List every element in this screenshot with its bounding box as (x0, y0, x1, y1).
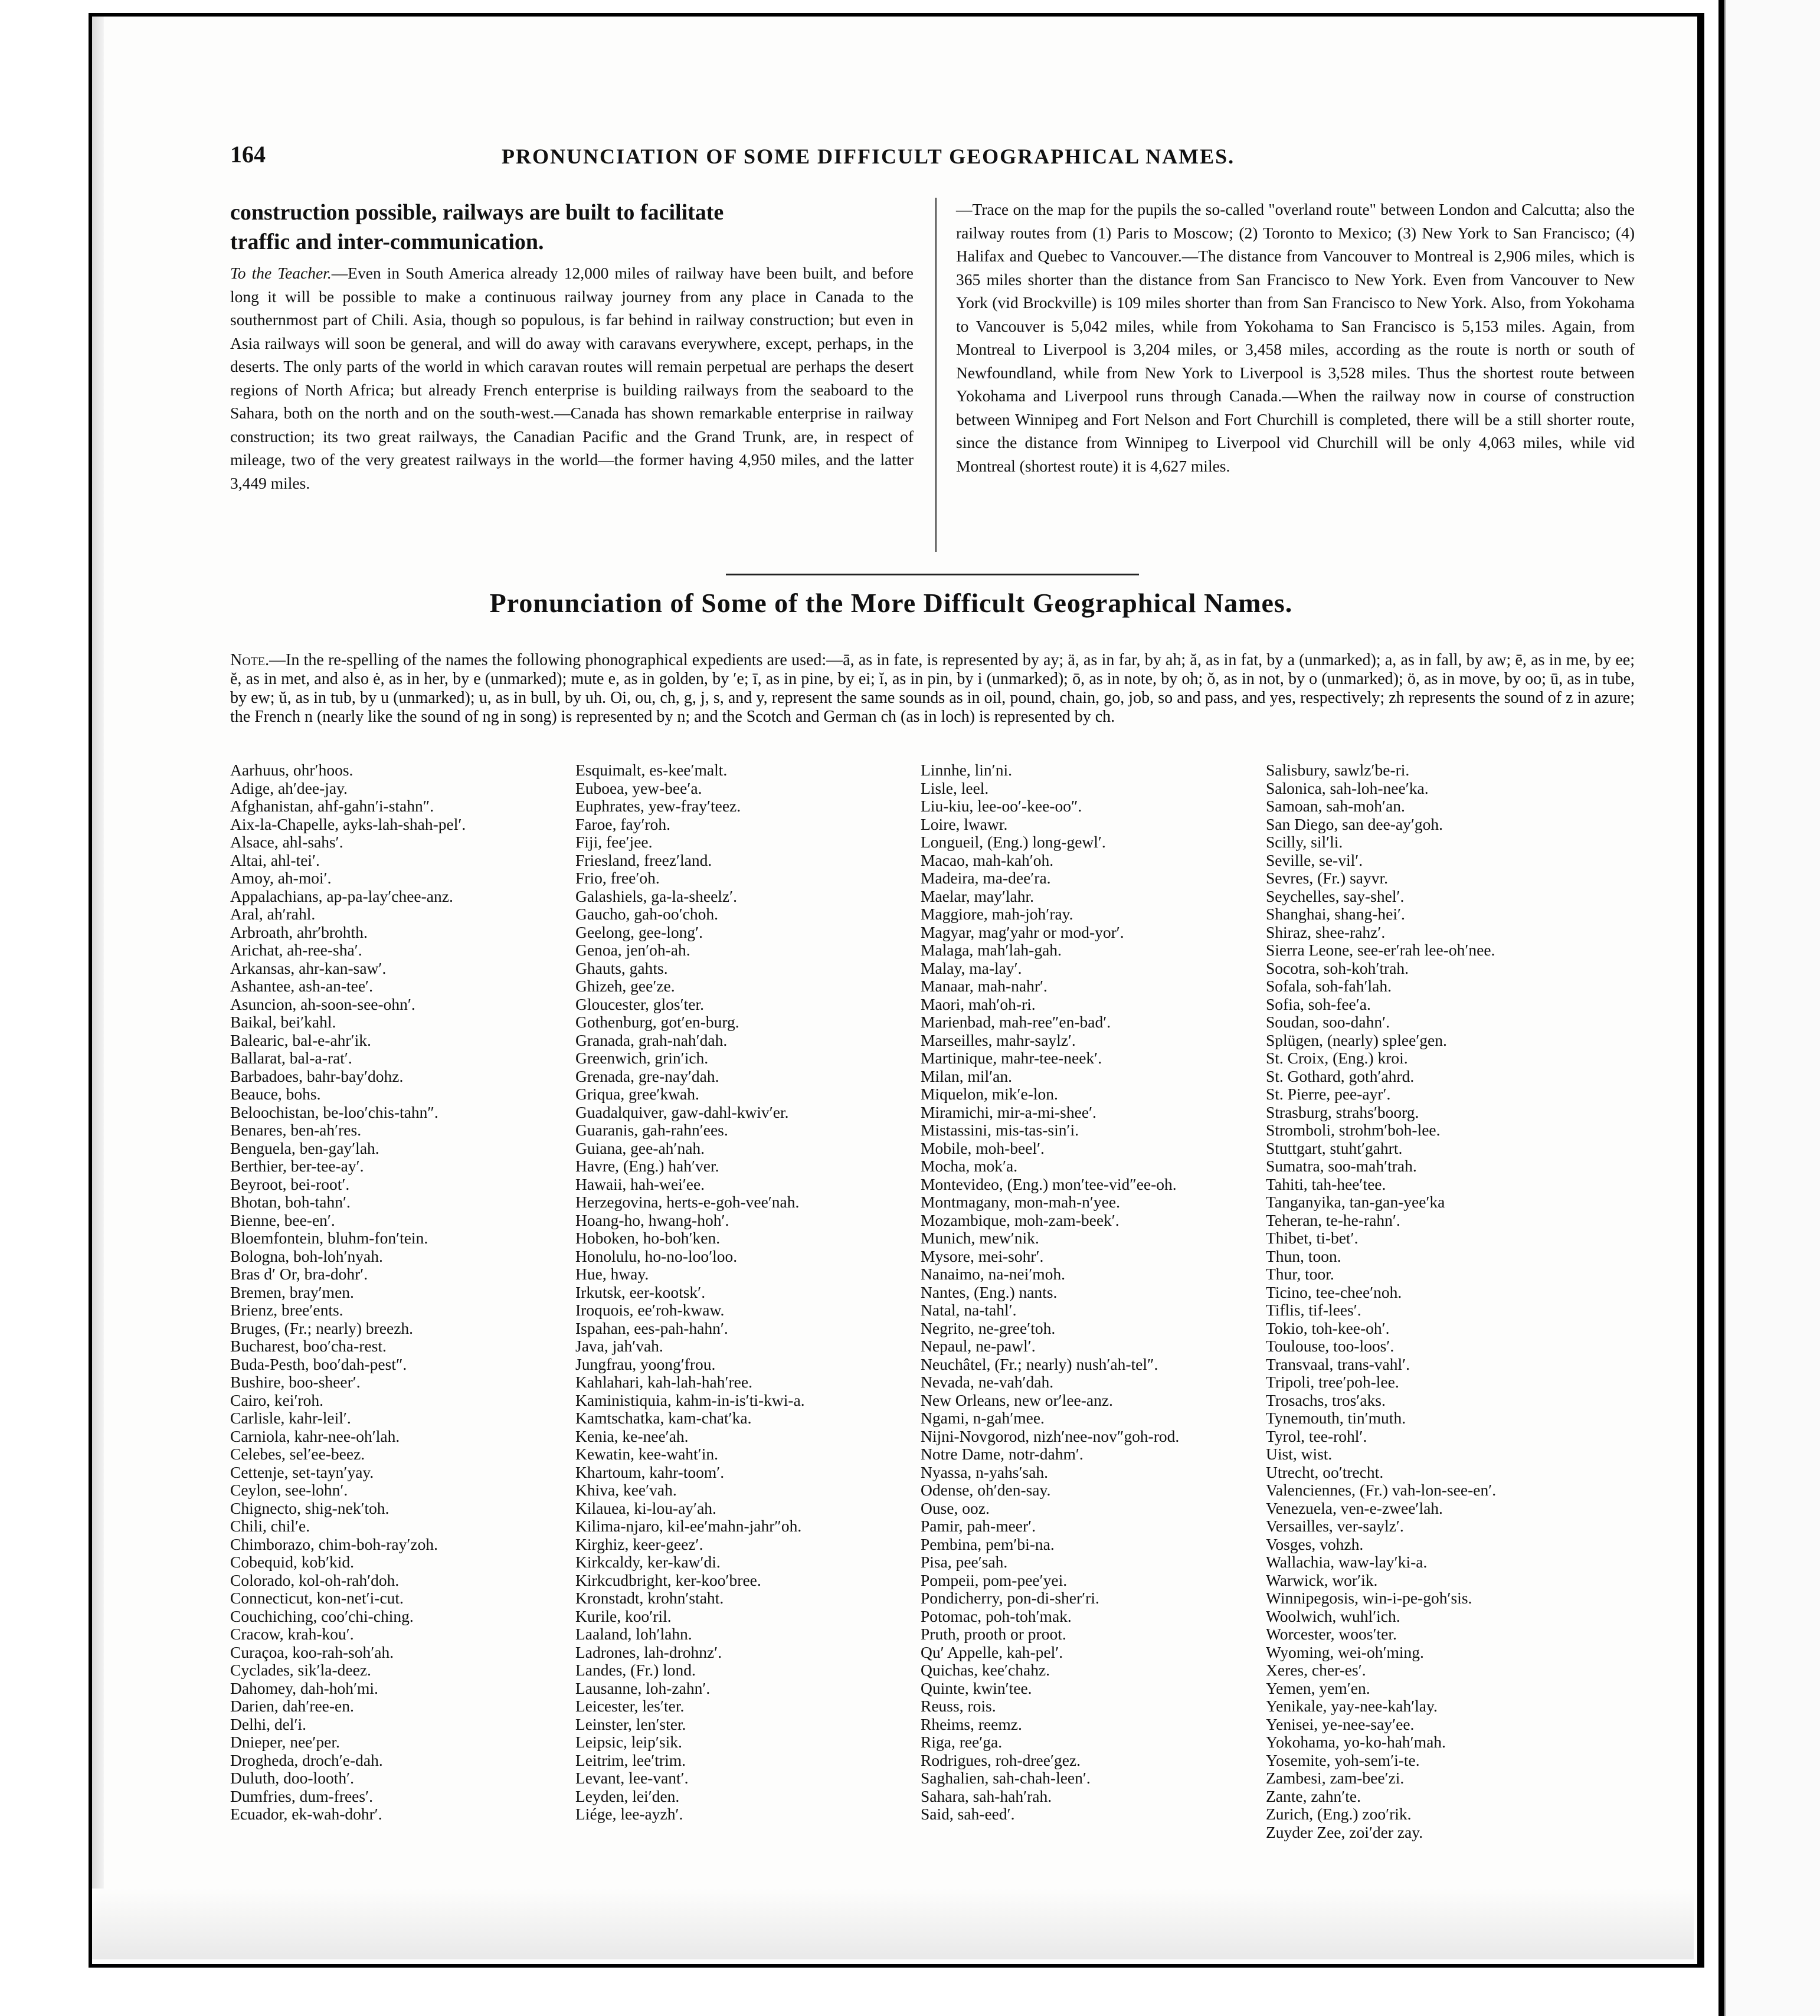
entry-item: Said, sah-eed′. (921, 1805, 1015, 1823)
entry-item: Kurile, koo′ril. (575, 1606, 672, 1625)
entry-item: Shanghai, shang-hei′. (1266, 905, 1405, 923)
entry-item: Honolulu, ho-no-loo′loo. (575, 1246, 738, 1265)
entry-item: Berthier, ber-tee-ay′. (230, 1157, 364, 1175)
entry-item: Kronstadt, krohn′staht. (575, 1589, 724, 1607)
entry-item: Ticino, tee-chee′noh. (1266, 1282, 1402, 1301)
entry-item: Adige, ah′dee-jay. (230, 778, 348, 797)
entry-item: Aarhuus, ohr′hoos. (230, 761, 353, 779)
entry-item: Pamir, pah-meer′. (921, 1517, 1036, 1535)
entry-item: Tiflis, tif-lees′. (1266, 1301, 1361, 1319)
entry-item: Appalachians, ap-pa-lay′chee-anz. (230, 886, 453, 905)
entry-item: Hoboken, ho-boh′ken. (575, 1229, 721, 1247)
entry-item: Mysore, mei-sohr′. (921, 1246, 1044, 1265)
entry-item: San Diego, san dee-ay′goh. (1266, 814, 1443, 833)
entry-item: Chimborazo, chim-boh-ray′zoh. (230, 1534, 438, 1553)
entry-item: Liu-kiu, lee-oo′-kee-oo″. (921, 797, 1082, 815)
entry-item: Ghizeh, gee′ze. (575, 977, 675, 995)
entry-item: Tanganyika, tan-gan-yee′ka (1266, 1193, 1445, 1211)
entry-item: Curaçoa, koo-rah-soh′ah. (230, 1642, 394, 1661)
entry-item: Kamtschatka, kam-chat′ka. (575, 1409, 752, 1427)
entry-item: Kenia, ke-nee′ah. (575, 1426, 689, 1445)
entry-item: Bremen, bray′men. (230, 1282, 354, 1301)
entry-item: Beyroot, bei-root′. (230, 1174, 350, 1193)
entry-item: Irkutsk, eer-kootsk′. (575, 1282, 706, 1301)
entry-item: Asuncion, ah-soon-see-ohn′. (230, 994, 415, 1013)
entry-item: Amoy, ah-moi′. (230, 869, 332, 887)
entry-item: Faroe, fay′roh. (575, 814, 671, 833)
entry-item: Ashantee, ash-an-tee′. (230, 977, 373, 995)
entry-item: Arichat, ah-ree-sha′. (230, 941, 362, 959)
entry-item: Yemen, yem′en. (1266, 1678, 1370, 1697)
entry-item: Lausanne, loh-zahn′. (575, 1678, 711, 1697)
entry-item: Balearic, bal-e-ahr′ik. (230, 1030, 371, 1049)
entry-item: Geelong, gee-long′. (575, 922, 703, 941)
entry-item: Granada, grah-nah′dah. (575, 1030, 728, 1049)
entry-item: Maori, mah′oh-ri. (921, 994, 1036, 1013)
entry-item: Tahiti, tah-hee′tee. (1266, 1174, 1386, 1193)
entry-item: Munich, mew′nik. (921, 1229, 1039, 1247)
entry-item: Rheims, reemz. (921, 1714, 1022, 1733)
entry-item: Splügen, (nearly) splee′gen. (1266, 1030, 1447, 1049)
entry-item: Friesland, freez′land. (575, 850, 712, 869)
entry-item: Natal, na-tahl′. (921, 1301, 1017, 1319)
entry-item: Guadalquiver, gaw-dahl-kwiv′er. (575, 1102, 789, 1121)
entry-item: Guaranis, gah-rahn′ees. (575, 1121, 728, 1139)
entry-item: Teheran, te-he-rahn′. (1266, 1210, 1400, 1229)
entry-item: Hawaii, hah-wei′ee. (575, 1174, 705, 1193)
entry-item: Winnipegosis, win-i-pe-goh′sis. (1266, 1589, 1472, 1607)
entry-item: Ceylon, see-lohn′. (230, 1481, 348, 1499)
entry-item: Altai, ahl-tei′. (230, 850, 320, 869)
entry-item: Celebes, sel′ee-beez. (230, 1445, 365, 1463)
lead-line-2: traffic and inter-communication. (230, 230, 544, 254)
entry-item: Alsace, ahl-sahs′. (230, 833, 343, 851)
entry-item: Kilauea, ki-lou-ay′ah. (575, 1498, 716, 1517)
entry-item: Khiva, kee′vah. (575, 1481, 677, 1499)
entry-item: Sahara, sah-hah′rah. (921, 1786, 1052, 1805)
entry-item: Griqua, gree′kwah. (575, 1085, 699, 1103)
entry-item: Magyar, mag′yahr or mod-yor′. (921, 922, 1124, 941)
entry-item: Maggiore, mah-joh′ray. (921, 905, 1073, 923)
entry-item: Chignecto, shig-nek′toh. (230, 1498, 389, 1517)
entry-item: Nantes, (Eng.) nants. (921, 1282, 1058, 1301)
entry-item: Leinster, len′ster. (575, 1714, 686, 1733)
entry-item: Khartoum, kahr-toom′. (575, 1462, 725, 1481)
entry-item: Mobile, moh-beel′. (921, 1138, 1045, 1157)
entry-item: Hoang-ho, hwang-hoh′. (575, 1210, 729, 1229)
entry-item: Gloucester, glos′ter. (575, 994, 704, 1013)
entry-item: Carlisle, kahr-leil′. (230, 1409, 351, 1427)
entry-item: Marienbad, mah-ree″en-bad′. (921, 1013, 1111, 1031)
entry-item: Martinique, mahr-tee-neek′. (921, 1049, 1102, 1067)
teacher-label: To the Teacher. (230, 264, 332, 282)
entry-item: Maelar, may′lahr. (921, 886, 1034, 905)
pronunciation-note (230, 651, 1635, 726)
entry-item: Fiji, fee′jee. (575, 833, 653, 851)
entry-item: Montmagany, mon-mah-n′yee. (921, 1193, 1120, 1211)
entry-item: Euphrates, yew-fray′teez. (575, 797, 741, 815)
entry-item: Nevada, ne-vah′dah. (921, 1373, 1054, 1391)
entry-item: Zambesi, zam-bee′zi. (1266, 1769, 1405, 1787)
entry-item: Strasburg, strahs′boorg. (1266, 1102, 1419, 1121)
entry-item: Landes, (Fr.) lond. (575, 1661, 696, 1679)
entry-item: Manaar, mah-nahr′. (921, 977, 1048, 995)
entry-item: Neuchâtel, (Fr.; nearly) nush′ah-tel″. (921, 1354, 1158, 1373)
entry-item: Delhi, del′i. (230, 1714, 306, 1733)
entry-item: Liége, lee-ayzh′. (575, 1805, 683, 1823)
entry-item: Aix-la-Chapelle, ayks-lah-shah-pel′. (230, 814, 466, 833)
entry-item: St. Croix, (Eng.) kroi. (1266, 1049, 1408, 1067)
entry-item: Carniola, kahr-nee-oh′lah. (230, 1426, 400, 1445)
section-title: Pronunciation of Some of the More Difficult Geographical Names. (489, 588, 1293, 618)
entry-item: Arkansas, ahr-kan-saw′. (230, 958, 387, 977)
entry-item: Macao, mah-kah′oh. (921, 850, 1054, 869)
entry-item: Warwick, wor′ik. (1266, 1570, 1378, 1589)
entry-item: St. Pierre, pee-ayr′. (1266, 1085, 1391, 1103)
entry-item: Qu′ Appelle, kah-pel′. (921, 1642, 1063, 1661)
entry-item: Stuttgart, stuht′gahrt. (1266, 1138, 1403, 1157)
entry-item: Ballarat, bal-a-rat′. (230, 1049, 352, 1067)
entry-item: Wyoming, wei-oh′ming. (1266, 1642, 1424, 1661)
entry-item: Mistassini, mis-tas-sin′i. (921, 1121, 1079, 1139)
teacher-text: —Even in South America already 12,000 miles of railway have been built, and before long it will be possible to make a continuous railway journey from any place in Canada to the southernmost part of Chili. Asia, though so populous, is far behind in railway construction; but even in Asia railways will soon be general, and will do away with caravans everywhere, except, perhaps, in the deserts. The only parts of the world in which caravan routes will remain perpetual are perhaps the desert regions of North Africa; but already French enterprise is building railways from the seaboard to the Sahara, both on the north and on the south-west.—Canada has shown remarkable enterprise in railway construction; its two great railways, the Canadian Pacific and the Grand Trunk, are, in respect of mileage, two of the very greatest railways in the world—the former having 4,950 miles, and the latter 3,449 miles. (230, 264, 914, 492)
entry-item: Pisa, pee′sah. (921, 1553, 1008, 1571)
entry-item: Venezuela, ven-e-zwee′lah. (1266, 1498, 1443, 1517)
entry-item: Woolwich, wuhl′ich. (1266, 1606, 1400, 1625)
entry-item: Socotra, soh-koh′trah. (1266, 958, 1409, 977)
note-text: —In the re-spelling of the names the following phonographical expedients are used:—ā, as in fate, is represented by ay; ä, as in far, by ah; ă, as in fat, by a (unmarked); a, as in fall, by aw; ē, as in me, by ee; ĕ, as in met, and also ė, as in her, by e (unmarked); mute e, as in golden, by ′e; ī, as in pine, by ei; ĭ, as in pin, by i (unmarked); ō, as in note, by oh; ŏ, as in not, by o (unmarked); ö, as in move, by oo; ū, as in tube, by ew; ŭ, as in tub, by u (unmarked); u, as in bull, by uh. Oi, ou, ch, g, j, s, and y, represent the same sounds as in oil, pound, chain, go, job, so and pass, and yes, respectively; zh represents the sound of z in azure; the French n (nearly like the sound of ng in song) is represented by n; and the Scotch and German ch (as in loch) is represented by ch. (230, 651, 1635, 726)
entry-item: Bushire, boo-sheer′. (230, 1373, 361, 1391)
entry-item: Ispahan, ees-pah-hahn′. (575, 1318, 728, 1337)
entry-item: Worcester, woos′ter. (1266, 1625, 1397, 1643)
entry-item: Tripoli, tree′poh-lee. (1266, 1373, 1399, 1391)
entry-item: Kirkcaldy, ker-kaw′di. (575, 1553, 721, 1571)
entry-item: Baikal, bei′kahl. (230, 1013, 336, 1031)
entry-item: Barbadoes, bahr-bay′dohz. (230, 1066, 404, 1085)
entry-item: Uist, wist. (1266, 1445, 1333, 1463)
entry-item: Linnhe, lin′ni. (921, 761, 1012, 779)
entry-item: Iroquois, ee′roh-kwaw. (575, 1301, 725, 1319)
entry-item: Drogheda, droch′e-dah. (230, 1750, 383, 1769)
running-head: PRONUNCIATION OF SOME DIFFICULT GEOGRAPHICAL NAMES. (502, 145, 1235, 168)
entry-item: Jungfrau, yoong′frou. (575, 1354, 716, 1373)
entry-item: Ecuador, ek-wah-dohr′. (230, 1805, 382, 1823)
entry-item: Darien, dah′ree-en. (230, 1697, 354, 1715)
entry-item: Lisle, leel. (921, 778, 989, 797)
entry-item: Samoan, sah-moh′an. (1266, 797, 1405, 815)
entry-item: Bloemfontein, bluhm-fon′tein. (230, 1229, 428, 1247)
entry-item: Duluth, doo-looth′. (230, 1769, 354, 1787)
entry-item: Pembina, pem′bi-na. (921, 1534, 1055, 1553)
entry-item: New Orleans, new or′lee-anz. (921, 1390, 1113, 1409)
entry-item: Quinte, kwin′tee. (921, 1678, 1032, 1697)
entry-item: Nanaimo, na-nei′moh. (921, 1265, 1066, 1283)
entry-item: Nyassa, n-yahs′sah. (921, 1462, 1049, 1481)
entry-item: Xeres, cher-es′. (1266, 1661, 1366, 1679)
entry-item: Java, jah′vah. (575, 1337, 663, 1355)
entry-item: Miquelon, mik′e-lon. (921, 1085, 1058, 1103)
entry-item: Sevres, (Fr.) sayvr. (1266, 869, 1388, 887)
entry-item: Levant, lee-vant′. (575, 1769, 689, 1787)
entry-item: Tynemouth, tin′muth. (1266, 1409, 1406, 1427)
entry-item: Cairo, kei′roh. (230, 1390, 323, 1409)
entry-item: Gothenburg, got′en-burg. (575, 1013, 739, 1031)
entry-item: Thun, toon. (1266, 1246, 1341, 1265)
entry-item: Dahomey, dah-hoh′mi. (230, 1678, 378, 1697)
note-label: Note. (230, 651, 270, 669)
entry-item: Sumatra, soo-mah′trah. (1266, 1157, 1417, 1175)
entry-item: Ghauts, gahts. (575, 958, 668, 977)
entry-item: Vosges, vohzh. (1266, 1534, 1364, 1553)
entry-item: Couchiching, coo′chi-ching. (230, 1606, 414, 1625)
entry-item: Pompeii, pom-pee′yei. (921, 1570, 1068, 1589)
entry-item: Pruth, prooth or proot. (921, 1625, 1066, 1643)
entry-item: Benares, ben-ah′res. (230, 1121, 362, 1139)
entry-item: Greenwich, grin′ich. (575, 1049, 709, 1067)
entry-item: Pondicherry, pon-di-sher′ri. (921, 1589, 1099, 1607)
entry-item: Toulouse, too-loos′. (1266, 1337, 1395, 1355)
entry-item: Reuss, rois. (921, 1697, 996, 1715)
page-number: 164 (230, 141, 266, 168)
entry-item: Genoa, jen′oh-ah. (575, 941, 690, 959)
entry-item: Ouse, ooz. (921, 1498, 990, 1517)
entry-item: Zurich, (Eng.) zoo′rik. (1266, 1805, 1412, 1823)
pronunciation-entries (230, 761, 1646, 1853)
entry-item: Miramichi, mir-a-mi-shee′. (921, 1102, 1096, 1121)
entry-item: Benguela, ben-gay′lah. (230, 1138, 379, 1157)
entry-item: Sierra Leone, see-er′rah lee-oh′nee. (1266, 941, 1495, 959)
entry-item: Cettenje, set-tayn′yay. (230, 1462, 374, 1481)
entry-item: Colorado, kol-oh-rah′doh. (230, 1570, 400, 1589)
entry-item: Yokohama, yo-ko-hah′mah. (1266, 1733, 1446, 1751)
entry-item: Madeira, ma-dee′ra. (921, 869, 1051, 887)
entry-item: Thur, toor. (1266, 1265, 1334, 1283)
entry-item: Sofia, soh-fee′a. (1266, 994, 1371, 1013)
entry-column-2 (575, 761, 924, 1824)
entry-item: Sofala, soh-fah′lah. (1266, 977, 1392, 995)
entry-column-1 (230, 761, 578, 1824)
entry-item: Salonica, sah-loh-nee′ka. (1266, 778, 1429, 797)
entry-item: Rodrigues, roh-dree′gez. (921, 1750, 1081, 1769)
entry-item: Leicester, les′ter. (575, 1697, 685, 1715)
entry-item: Trosachs, tros′aks. (1266, 1390, 1386, 1409)
entry-item: Dumfries, dum-frees′. (230, 1786, 373, 1805)
entry-item: Beauce, bohs. (230, 1085, 321, 1103)
entry-item: Esquimalt, es-kee′malt. (575, 761, 728, 779)
entry-item: Dnieper, nee′per. (230, 1733, 340, 1751)
entry-item: Leipsic, leip′sik. (575, 1733, 682, 1751)
entry-item: Tokio, toh-kee-oh′. (1266, 1318, 1390, 1337)
entry-item: Soudan, soo-dahn′. (1266, 1013, 1390, 1031)
entry-item: Kirghiz, keer-geez′. (575, 1534, 703, 1553)
entry-item: Nijni-Novgorod, nizh′nee-nov″goh-rod. (921, 1426, 1180, 1445)
entry-item: Hue, hway. (575, 1265, 649, 1283)
entry-item: Salisbury, sawlz′be-ri. (1266, 761, 1410, 779)
entry-item: Milan, mil′an. (921, 1066, 1012, 1085)
entry-item: Tyrol, tee-rohl′. (1266, 1426, 1367, 1445)
entry-item: Kewatin, kee-waht′in. (575, 1445, 718, 1463)
entry-item: Frio, free′oh. (575, 869, 660, 887)
entry-item: Quichas, kee′chahz. (921, 1661, 1050, 1679)
entry-item: Cobequid, kob′kid. (230, 1553, 354, 1571)
entry-item: Utrecht, oo′trecht. (1266, 1462, 1384, 1481)
entry-item: Leyden, lei′den. (575, 1786, 680, 1805)
entry-item: Euboea, yew-bee′a. (575, 778, 702, 797)
entry-item: Seville, se-vil′. (1266, 850, 1363, 869)
entry-column-3 (921, 761, 1269, 1824)
entry-item: Notre Dame, notr-dahm′. (921, 1445, 1084, 1463)
adjacent-page (1724, 0, 1820, 2016)
entry-item: Chili, chil′e. (230, 1517, 310, 1535)
entry-item: Brienz, bree′ents. (230, 1301, 343, 1319)
entry-item: Leitrim, lee′trim. (575, 1750, 686, 1769)
entry-item: Kahlahari, kah-lah-hah′ree. (575, 1373, 752, 1391)
entry-item: Nepaul, ne-pawl′. (921, 1337, 1036, 1355)
entry-item: Scilly, sil′li. (1266, 833, 1343, 851)
entry-item: Bras d′ Or, bra-dohr′. (230, 1265, 368, 1283)
entry-item: Mozambique, moh-zam-beek′. (921, 1210, 1120, 1229)
entry-item: Transvaal, trans-vahl′. (1266, 1354, 1410, 1373)
entry-item: Bhotan, boh-tahn′. (230, 1193, 351, 1211)
entry-item: Seychelles, say-shel′. (1266, 886, 1405, 905)
entry-item: Malaga, mah′lah-gah. (921, 941, 1062, 959)
entry-item: Kirkcudbright, ker-koo′bree. (575, 1570, 761, 1589)
entry-item: Laaland, loh′lahn. (575, 1625, 692, 1643)
entry-item: Bologna, boh-loh′nyah. (230, 1246, 383, 1265)
entry-item: Gaucho, gah-oo′choh. (575, 905, 718, 923)
entry-item: Aral, ah′rahl. (230, 905, 316, 923)
entry-item: Saghalien, sah-chah-leen′. (921, 1769, 1091, 1787)
entry-item: Connecticut, kon-net′i-cut. (230, 1589, 404, 1607)
entry-column-4 (1266, 761, 1614, 1841)
entry-item: Versailles, ver-saylz′. (1266, 1517, 1404, 1535)
entry-item: Grenada, gre-nay′dah. (575, 1066, 719, 1085)
entry-item: Bruges, (Fr.; nearly) breezh. (230, 1318, 414, 1337)
entry-item: Kaministiquia, kahm-in-is′ti-kwi-a. (575, 1390, 805, 1409)
entry-item: Kilima-njaro, kil-ee′mahn-jahr″oh. (575, 1517, 802, 1535)
entry-item: Loire, lwawr. (921, 814, 1008, 833)
adjacent-page-edge (1718, 0, 1724, 2016)
entry-item: Arbroath, ahr′brohth. (230, 922, 368, 941)
lead-line-1: construction possible, railways are built to facilitate (230, 200, 724, 225)
glossary-area (201, 0, 1635, 2016)
entry-item: Stromboli, strohm′boh-lee. (1266, 1121, 1441, 1139)
entry-item: Valenciennes, (Fr.) vah-lon-see-en′. (1266, 1481, 1497, 1499)
entry-item: Thibet, ti-bet′. (1266, 1229, 1359, 1247)
entry-item: Wallachia, waw-lay′ki-a. (1266, 1553, 1428, 1571)
entry-item: Afghanistan, ahf-gahn′i-stahn″. (230, 797, 434, 815)
entry-item: Bienne, bee-en′. (230, 1210, 335, 1229)
entry-item: Yenisei, ye-nee-say′ee. (1266, 1714, 1415, 1733)
entry-item: Bucharest, boo′cha-rest. (230, 1337, 387, 1355)
entry-item: Ngami, n-gah′mee. (921, 1409, 1045, 1427)
entry-item: Zuyder Zee, zoi′der zay. (1266, 1822, 1423, 1841)
entry-item: Ladrones, lah-drohnz′. (575, 1642, 722, 1661)
entry-item: Longueil, (Eng.) long-gewl′. (921, 833, 1106, 851)
entry-item: Riga, ree′ga. (921, 1733, 1003, 1751)
entry-item: Mocha, mok′a. (921, 1157, 1018, 1175)
entry-item: Yosemite, yoh-sem′i-te. (1266, 1750, 1420, 1769)
entry-item: St. Gothard, goth′ahrd. (1266, 1066, 1415, 1085)
trace-paragraph: —Trace on the map for the pupils the so-called "overland route" between London and Calcutta; also the railway routes from (1) Paris to Moscow; (2) Toronto to Mexico; (3) New York to San Francisco; (4) Halifax and Quebec to Vancouver.—The distance from Vancouver to Montreal is 2,906 miles, which is 365 miles shorter than the distance from San Francisco to New York. Even from Vancouver to New York (vid Brockville) is 109 miles shorter than from San Francisco to New York. Also, from Yokohama to Vancouver is 5,042 miles, while from Yokohama to San Francisco is 5,153 miles. Again, from Montreal to Liverpool is 3,204 miles, or 3,458 miles, according as the route is north or south of Newfoundland, while from New York to Liverpool is 3,528 miles. Thus the shortest route between Yokohama and Liverpool runs through Canada.—When the railway now in course of construction between Winnipeg and Fort Nelson and Fort Churchill is completed, there will be a still shorter route, since the distance from Winnipeg to Liverpool vid Churchill will be only 4,063 miles, while vid Montreal (shortest route) it is 4,627 miles. (956, 200, 1635, 475)
entry-item: Cracow, krah-kou′. (230, 1625, 354, 1643)
entry-item: Beloochistan, be-loo′chis-tahn″. (230, 1102, 438, 1121)
entry-item: Guiana, gee-ah′nah. (575, 1138, 705, 1157)
entry-item: Zante, zahn′te. (1266, 1786, 1361, 1805)
entry-item: Negrito, ne-gree′toh. (921, 1318, 1056, 1337)
entry-item: Galashiels, ga-la-sheelz′. (575, 886, 738, 905)
entry-item: Montevideo, (Eng.) mon′tee-vid″ee-oh. (921, 1174, 1177, 1193)
entry-item: Malay, ma-lay′. (921, 958, 1022, 977)
entry-item: Yenikale, yay-nee-kah′lay. (1266, 1697, 1438, 1715)
entry-item: Marseilles, mahr-saylz′. (921, 1030, 1076, 1049)
entry-item: Cyclades, sik′la-deez. (230, 1661, 371, 1679)
entry-item: Potomac, poh-toh′mak. (921, 1606, 1072, 1625)
entry-item: Odense, oh′den-say. (921, 1481, 1051, 1499)
entry-item: Havre, (Eng.) hah′ver. (575, 1157, 719, 1175)
entry-item: Shiraz, shee-rahz′. (1266, 922, 1386, 941)
entry-item: Buda-Pesth, boo′dah-pest″. (230, 1354, 407, 1373)
entry-item: Herzegovina, herts-e-goh-vee′nah. (575, 1193, 800, 1211)
